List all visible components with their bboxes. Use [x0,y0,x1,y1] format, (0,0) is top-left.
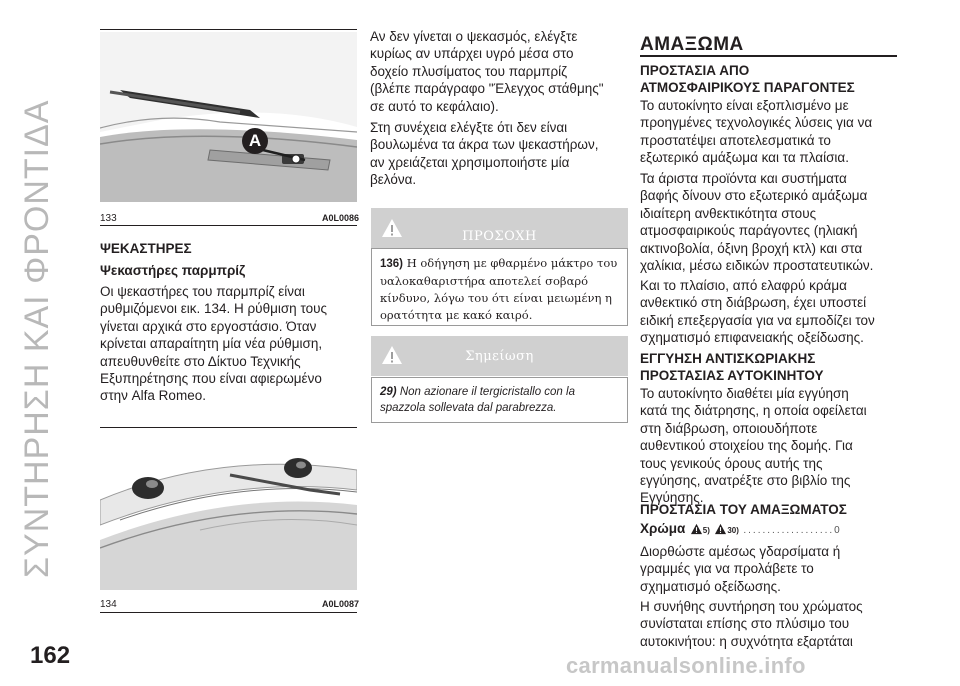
watermark: carmanualsonline.info [566,653,806,678]
warning-ref: 136) [380,258,404,270]
section-title-body: ΑΜΑΞΩΜΑ [640,34,744,55]
heading-paint: Χρώμα [640,521,686,536]
section-heading-wipers: ΨΕΚΑΣΤΗΡΕΣ [100,241,192,256]
figure-top-rule [100,29,357,30]
note-ref: 29) [380,386,397,398]
warning-title: ΠΡΟΣΟΧΗ [462,228,537,244]
heading-body-protection: ΠΡΟΣΤΑΣΙΑ ΤΟΥ ΑΜΑΞΩΜΑΤΟΣ [640,502,847,517]
paint-ref-2: 30) [727,526,739,535]
note-box-header [371,336,628,376]
washer-check-paragraph: Αν δεν γίνεται ο ψεκασμός, ελέγξτε κυρίως αν υπάρχει υγρό μέσα στο δοχείο πλυσίματος του παρμπρίζ (βλέπε παράγραφο "Έλεγχος στάθμης" σε αυτό το κεφάλαιο). [370,29,604,114]
paint-protection-paragraph: Τα άριστα προϊόντα και συστήματα βαφής δίνουν στο εξωτερικό αμάξωμα ιδιαίτερη ανθεκτικότητα στους ατμοσφαιρικούς παράγοντες (ηλιακή ακτινοβολία, όξινη βροχή κτλ) και στα χαλίκια, μέσω ειδικών προστατευτικών. [640,171,874,274]
note-box-body: 29) Non azionare il tergicristallo con la spazzola sollevata dal parabrezza. [371,377,628,423]
chapter-side-title: ΣΥΝΤΗΡΗΣΗ ΚΑΙ ΦΡΟΝΤΙΔΑ [18,99,56,578]
washer-nozzle-illustration [100,430,357,590]
page-number: 162 [30,642,71,669]
callout-a-icon: A [242,128,268,154]
nozzle-check-paragraph: Στη συνέχεια ελέγξτε ότι δεν είναι βουλωμένα τα άκρα των ψεκαστήρων, αν χρειάζεται χρησιμοποιήστε μία βελόνα. [370,120,599,188]
leader-dots: ................... [743,525,835,536]
figure-bottom-rule [100,612,357,613]
paint-maintenance-paragraph: Η συνήθης συντήρηση του χρώματος συνίσταται επίσης στο πλύσιμο του αυτοκινήτου: η συχνότητα εξαρτάται [640,599,863,649]
figure-134 [100,430,357,590]
wiper-arm-illustration [100,32,357,202]
warning-box-body: 136) Η οδήγηση με φθαρμένο μάκτρο του υαλοκαθαριστήρα αποτελεί σοβαρό κίνδυνο, λόγω του ότι είναι μειωμένη η ορατότητα με κακό καιρό. [371,248,628,326]
figure-number-133: 133 [100,213,117,224]
figure-bottom-rule [100,225,357,226]
note-title: Σημείωση [465,348,534,364]
chassis-protection-paragraph: Και το πλαίσιο, από ελαφρύ κράμα ανθεκτικό στη διάβρωση, έχει υποστεί ειδική επεξεργασία για να εμποδίζει τον σχηματισμό επιφανειακής οξείδωσης. [640,278,875,346]
paint-ref-1: 5) [702,526,710,535]
washers-paragraph: Οι ψεκαστήρες του παρμπρίζ είναι ρυθμιζόμενοι εικ. 134. Η ρύθμιση τους γίνεται αρχικά στο εργοστάσιο. Όταν κρίνεται απαραίτητη μία νέα ρύθμιση, απευθυνθείτε στο Δίκτυο Τεχνικής Εξυπηρέτησης που είναι αφιερωμένο στην Alfa Romeo. [100,284,327,404]
figure-133 [100,32,357,202]
warning-triangle-icon [690,523,703,535]
body-protection-paragraph: Το αυτοκίνητο είναι εξοπλισμένο με προηγμένες τεχνολογικές λύσεις για να προστατέψει αποτελεσματικά το εξωτερικό αμάξωμα και τα πλαίσια. [640,98,873,166]
warning-triangle-icon [381,218,403,238]
warranty-paragraph: Το αυτοκίνητο διαθέτει μία εγγύηση κατά της διάτρησης, η οποία οφείλεται στη διάβρωση, οποιουδήποτε αυθεντικού στοιχείου της δομής. Για τους γενικούς όρους αυτής της εγγύησης, ανατρέξτε στο βιβλίο της Εγγύησης. [640,386,867,506]
subheading-windscreen-washers: Ψεκαστήρες παρμπρίζ [100,263,246,278]
paint-subheading-row [640,520,900,538]
caution-triangle-icon [714,523,727,535]
figure-number-134: 134 [100,599,117,610]
heading-atmospheric-protection: ΠΡΟΣΤΑΣΙΑ ΑΠΟ ΑΤΜΟΣΦΑΙΡΙΚΟΥΣ ΠΑΡΑΓΟΝΤΕΣ [640,63,855,95]
section-title-rule [640,55,897,57]
heading-anticorrosion-warranty: ΕΓΓΥΗΣΗ ΑΝΤΙΣΚΩΡΙΑΚΗΣ ΠΡΟΣΤΑΣΙΑΣ ΑΥΤΟΚΙΝΗΤΟΥ [640,351,824,383]
figure-code-133: A0L0086 [322,213,360,223]
note-triangle-icon [381,345,403,365]
figure-code-134: A0L0087 [322,599,360,609]
figure-top-rule [100,427,357,428]
environment-icon: 0 [834,525,842,536]
scratch-repair-paragraph: Διορθώστε αμέσως γδαρσίματα ή γραμμές για να προλάβετε το σχηματισμό οξείδωσης. [640,544,841,594]
